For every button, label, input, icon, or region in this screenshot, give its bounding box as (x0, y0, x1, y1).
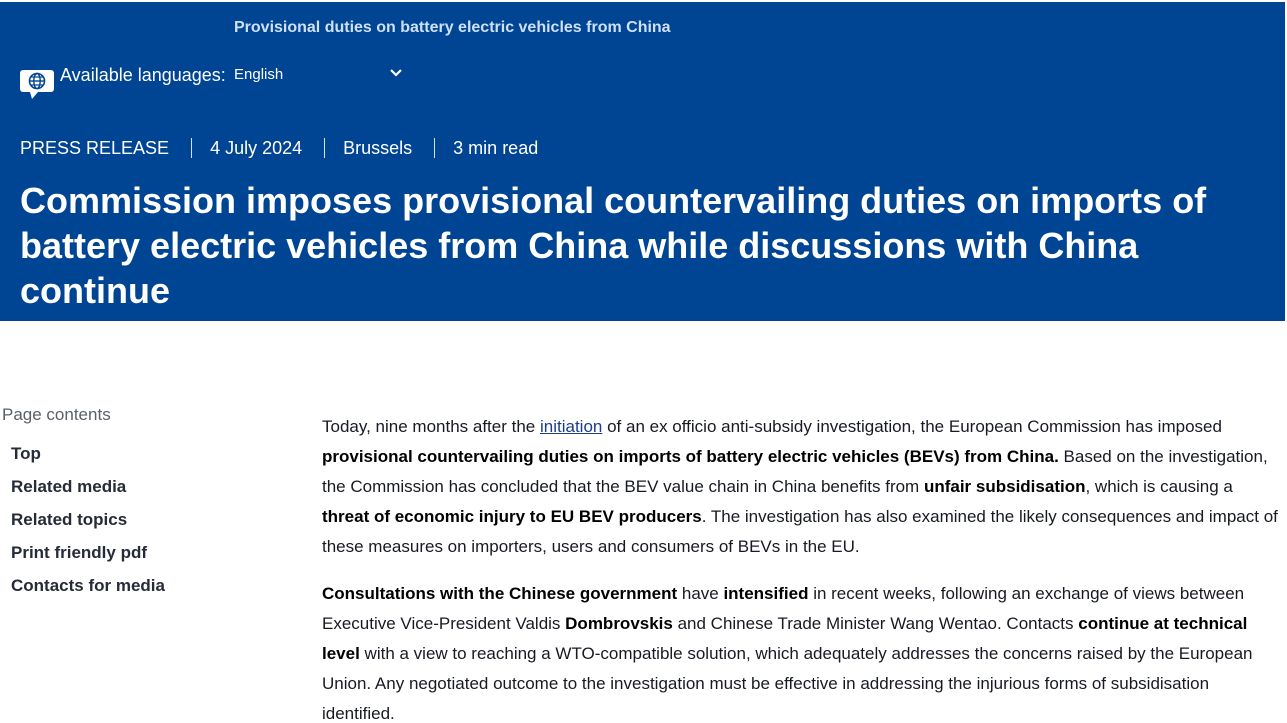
page-contents-nav (2, 405, 292, 609)
text-span: and Chinese Trade Minister Wang Wentao. Contacts (672, 614, 1079, 633)
page-contents-item-contacts[interactable]: Contacts for media (11, 576, 165, 595)
article-body (322, 412, 1282, 723)
globe-speech-icon (20, 68, 54, 100)
meta-divider (434, 138, 435, 158)
text-span: . The investigation has also examined the likely consequences and impact of these measures on importers, users and consumers of BEVs in the EU. (322, 507, 1278, 556)
page-contents-item-related-media[interactable]: Related media (11, 477, 127, 496)
page-contents-item-top[interactable]: Top (11, 444, 41, 463)
meta-divider (191, 138, 192, 158)
bold-text: Consultations with the Chinese government (322, 584, 678, 603)
header-top-border (0, 0, 1287, 2)
text-span: with a view to reaching a WTO-compatible solution, which adequately addresses the concerns raised by the European Union. Any negotiated outcome to the investigation must be effective in addressing the injurious forms of subsidisation identified. (322, 644, 1253, 723)
article-read-time: 3 min read (453, 137, 539, 158)
bold-text: unfair subsidisation (923, 477, 1086, 496)
article-meta (20, 137, 538, 159)
meta-divider (324, 138, 325, 158)
text-span: Today, nine months after the (322, 417, 540, 436)
bold-text: provisional countervailing duties on imports of battery electric vehicles (BEVs) from China. (322, 447, 1059, 466)
page-contents-item-print-pdf[interactable]: Print friendly pdf (11, 543, 147, 562)
initiation-link[interactable]: initiation (539, 417, 603, 436)
sticky-page-title[interactable]: Provisional duties on battery electric vehicles from China (234, 19, 671, 36)
bold-text: continue at technical level (322, 614, 1248, 663)
bold-text: Dombrovskis (565, 614, 673, 633)
text-span: , which is causing a (1085, 477, 1233, 496)
page-header-banner (0, 0, 1287, 321)
page-contents-item-related-topics[interactable]: Related topics (11, 510, 128, 529)
page-contents-heading: Page contents (2, 405, 111, 424)
bold-text: intensified (723, 584, 809, 603)
available-languages-label: Available languages: (60, 65, 226, 85)
page-title: Commission imposes provisional countervailing duties on imports of battery electric vehicles from China while discussions with China continue (20, 180, 1207, 311)
text-span: Based on the investigation, the Commission has concluded that the BEV value chain in China benefits from (322, 447, 1268, 496)
article-date: 4 July 2024 (210, 137, 303, 158)
language-dropdown[interactable] (234, 66, 414, 86)
language-selector-row (20, 60, 420, 102)
article-paragraph (322, 579, 1282, 723)
page-contents-list (2, 444, 292, 609)
language-dropdown-value: English (234, 66, 284, 83)
bold-text: threat of economic injury to EU BEV producers (322, 507, 702, 526)
text-span: have (677, 584, 724, 603)
text-span: of an ex officio anti-subsidy investigation, the European Commission has imposed (602, 417, 1222, 436)
article-paragraph (322, 412, 1282, 562)
text-span: in recent weeks, following an exchange of views between Executive Vice-President Valdis (322, 584, 1245, 633)
article-type: PRESS RELEASE (20, 137, 170, 158)
article-location: Brussels (343, 137, 413, 158)
chevron-down-icon (389, 68, 403, 78)
